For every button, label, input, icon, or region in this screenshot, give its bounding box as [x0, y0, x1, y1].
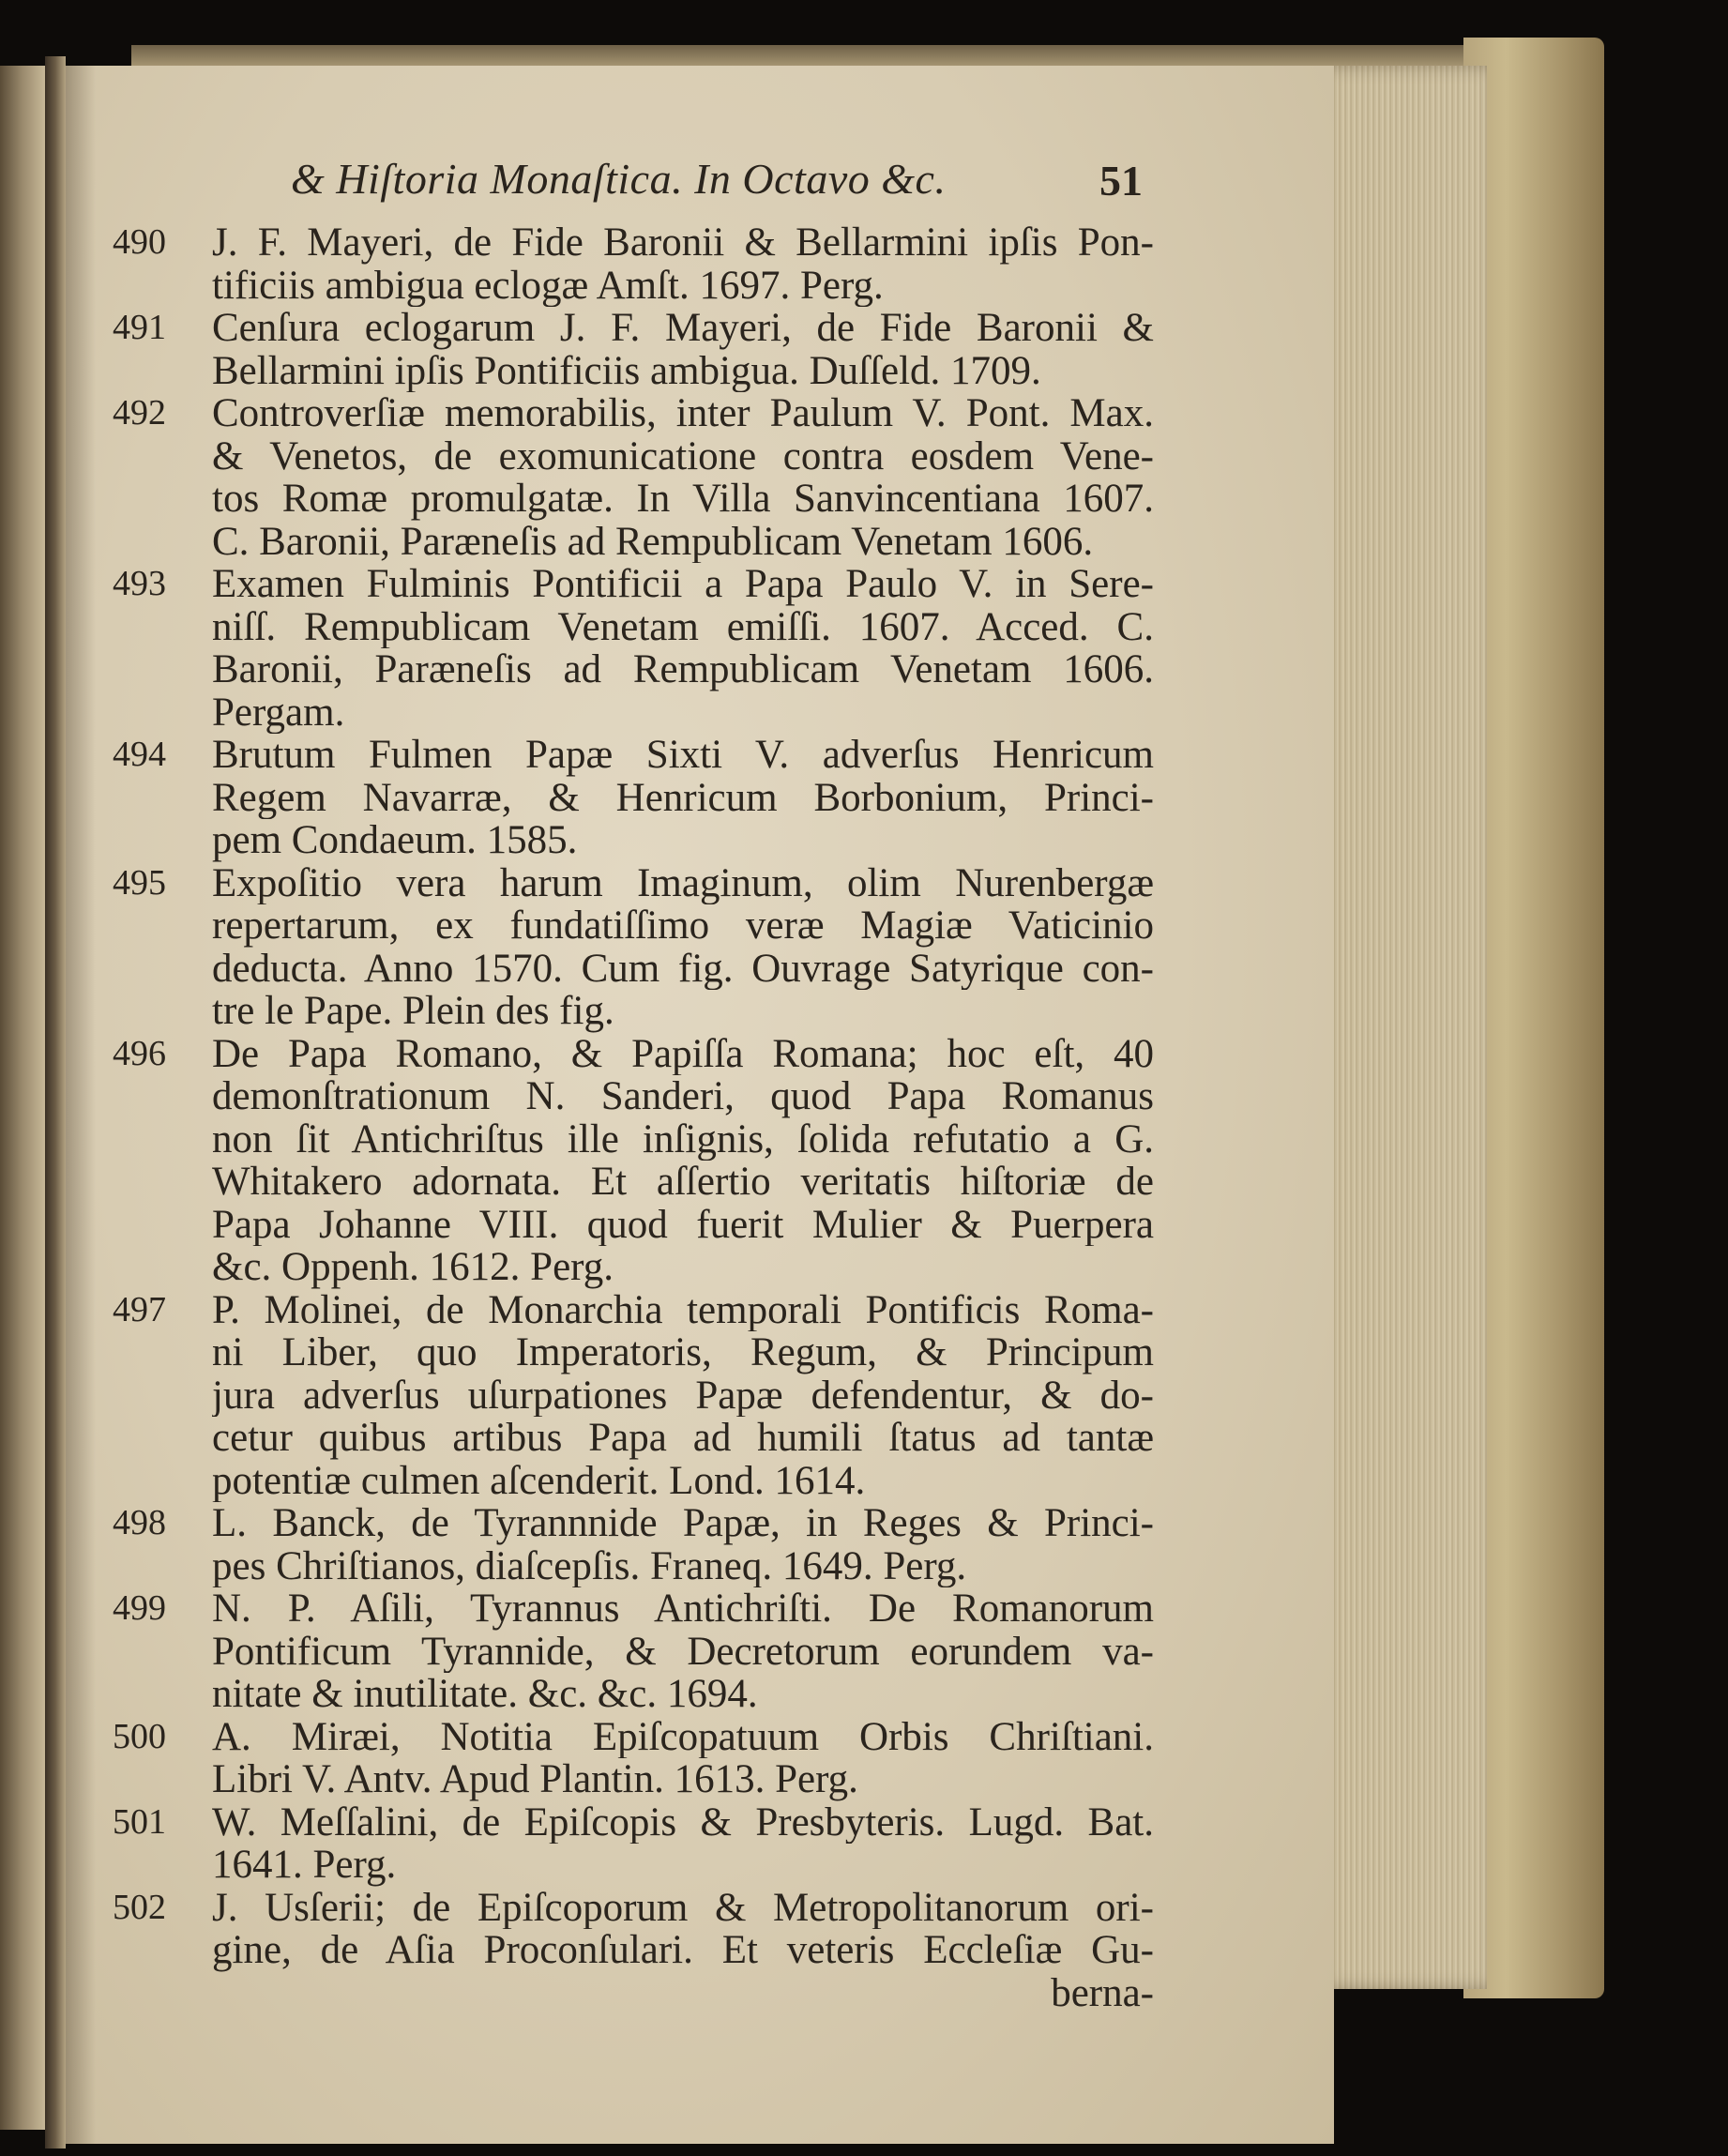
entry-line: cetur quibus artibus Papa ad humili ſtatus ad tantæ: [212, 1417, 1154, 1460]
entry-line: Pergam.: [212, 691, 345, 734]
entry-text: [212, 1587, 1154, 1716]
entry-text: [212, 1502, 1154, 1587]
entry-number: 490: [113, 222, 166, 262]
catalogue-entry: [113, 734, 1154, 862]
entry-line: repertarum, ex fundatiſſimo veræ Magiæ Vaticinio: [212, 904, 1154, 948]
entry-number: 493: [113, 564, 166, 603]
entry-line: nitate & inutilitate. &c. &c. 1694.: [212, 1673, 758, 1716]
page-text-block: [113, 141, 1154, 2014]
entry-line: Controverſiæ memorabilis, inter Paulum V. Pont. Max.: [212, 392, 1154, 435]
entry-line: W. Meſſalini, de Epiſcopis & Presbyteris. Lugd. Bat.: [212, 1800, 1154, 1844]
entry-line: Bellarmini ipſis Pontificiis ambigua. Duſſeld. 1709.: [212, 349, 1041, 392]
running-title: & Hiſtoria Monaſtica. In Octavo &c.: [291, 155, 947, 203]
catalogue-entry: [113, 307, 1154, 392]
catalogue-entry: [113, 1887, 1154, 1972]
entry-text: [212, 1801, 1154, 1887]
entry-line: pes Chriſtianos, diaſcepſis. Franeq. 1649. Perg.: [212, 1544, 967, 1587]
entry-number: 497: [113, 1289, 166, 1329]
entry-text: [212, 1289, 1154, 1503]
entry-line: Libri V. Antv. Apud Plantin. 1613. Perg.: [212, 1758, 858, 1801]
catalogue-entry: [113, 862, 1154, 1033]
entry-line: Cenſura eclogarum J. F. Mayeri, de Fide Baronii &: [212, 307, 1154, 350]
entry-number: 492: [113, 393, 166, 433]
entry-line: tre le Pape. Plein des fig.: [212, 990, 614, 1033]
entry-line: Expoſitio vera harum Imaginum, olim Nurenbergæ: [212, 861, 1154, 904]
entry-line: niſſ. Rempublicam Venetam emiſſi. 1607. Acced. C.: [212, 605, 1154, 648]
entry-line: P. Molinei, de Monarchia temporali Pontificis Roma-: [212, 1288, 1154, 1331]
entry-text: [212, 1033, 1154, 1289]
entry-number: 496: [113, 1033, 166, 1073]
entry-line: N. P. Aſili, Tyrannus Antichriſti. De Romanorum: [212, 1587, 1154, 1631]
catalogue-entry: [113, 1289, 1154, 1503]
catalogue-entry: [113, 221, 1154, 307]
entry-text: [212, 1716, 1154, 1801]
entry-line: potentiæ culmen aſcenderit. Lond. 1614.: [212, 1459, 866, 1502]
entry-line: A. Miræi, Notitia Epiſcopatuum Orbis Chriſtiani.: [212, 1715, 1154, 1758]
entry-text: [212, 392, 1154, 563]
entry-text: [212, 563, 1154, 734]
entry-line: Whitakero adornata. Et aſſertio veritatis hiſtoriæ de: [212, 1161, 1154, 1204]
entry-number: 498: [113, 1503, 166, 1542]
entry-line: J. F. Mayeri, de Fide Baronii & Bellarmini ipſis Pon-: [212, 221, 1154, 265]
entry-line: 1641. Perg.: [212, 1844, 397, 1887]
catchword: berna-: [1051, 1971, 1154, 2014]
entry-line: Baronii, Paræneſis ad Rempublicam Venetam 1606.: [212, 648, 1154, 691]
catalogue-entry: [113, 1033, 1154, 1289]
entry-line: gine, de Aſia Proconſulari. Et veteris Eccleſiæ Gu-: [212, 1929, 1154, 1972]
catalogue-entry: [113, 392, 1154, 563]
entry-line: Regem Navarræ, & Henricum Borbonium, Princi-: [212, 776, 1154, 819]
entry-line: deducta. Anno 1570. Cum fig. Ouvrage Satyrique con-: [212, 947, 1154, 990]
running-header: [113, 141, 1154, 216]
entry-number: 491: [113, 308, 166, 347]
entry-number: 500: [113, 1716, 166, 1756]
entry-line: Papa Johanne VIII. quod fuerit Mulier & Puerpera: [212, 1203, 1154, 1246]
entry-line: pem Condaeum. 1585.: [212, 819, 578, 862]
catalogue-entry: [113, 1502, 1154, 1587]
entry-line: J. Usſerii; de Epiſcoporum & Metropolitanorum ori-: [212, 1886, 1154, 1929]
entry-line: tificiis ambigua eclogæ Amſt. 1697. Perg.: [212, 264, 884, 307]
entry-line: demonſtrationum N. Sanderi, quod Papa Romanus: [212, 1075, 1154, 1118]
page-fore-edge: [1313, 66, 1487, 1989]
entry-line: & Venetos, de exomunicatione contra eosdem Vene-: [212, 434, 1154, 478]
entry-number: 499: [113, 1588, 166, 1628]
entry-number: 502: [113, 1887, 166, 1927]
entry-line: ni Liber, quo Imperatoris, Regum, & Principum: [212, 1331, 1154, 1374]
entry-number: 501: [113, 1801, 166, 1842]
entry-text: [212, 862, 1154, 1033]
entry-line: C. Baronii, Paræneſis ad Rempublicam Venetam 1606.: [212, 520, 1094, 563]
entry-text: [212, 734, 1154, 862]
entry-number: 494: [113, 735, 166, 774]
entry-line: non ſit Antichriſtus ille inſignis, ſolida refutatio a G.: [212, 1117, 1154, 1161]
entry-text: [212, 221, 1154, 307]
catalogue-entry: [113, 1587, 1154, 1716]
book-gutter: [45, 56, 66, 2148]
entry-line: Examen Fulminis Pontificii a Papa Paulo V. in Sere-: [212, 563, 1154, 606]
page-number: 51: [1099, 157, 1143, 205]
catalogue-entry: [113, 1716, 1154, 1801]
entry-number: 495: [113, 862, 166, 903]
entry-line: L. Banck, de Tyrannnide Papæ, in Reges & Princi-: [212, 1502, 1154, 1545]
entry-line: Brutum Fulmen Papæ Sixti V. adverſus Henricum: [212, 734, 1154, 777]
entry-line: tos Romæ promulgatæ. In Villa Sanvincentiana 1607.: [212, 478, 1154, 521]
entry-text: [212, 307, 1154, 392]
entry-line: jura adverſus uſurpationes Papæ defendentur, & do-: [212, 1374, 1154, 1417]
entry-line: Pontificum Tyrannide, & Decretorum eorundem va-: [212, 1630, 1154, 1673]
catalogue-entries: [113, 221, 1154, 1972]
catalogue-entry: [113, 563, 1154, 734]
entry-line: &c. Oppenh. 1612. Perg.: [212, 1246, 614, 1289]
entry-text: [212, 1887, 1154, 1972]
entry-line: De Papa Romano, & Papiſſa Romana; hoc eſt, 40: [212, 1032, 1154, 1075]
catalogue-entry: [113, 1801, 1154, 1887]
